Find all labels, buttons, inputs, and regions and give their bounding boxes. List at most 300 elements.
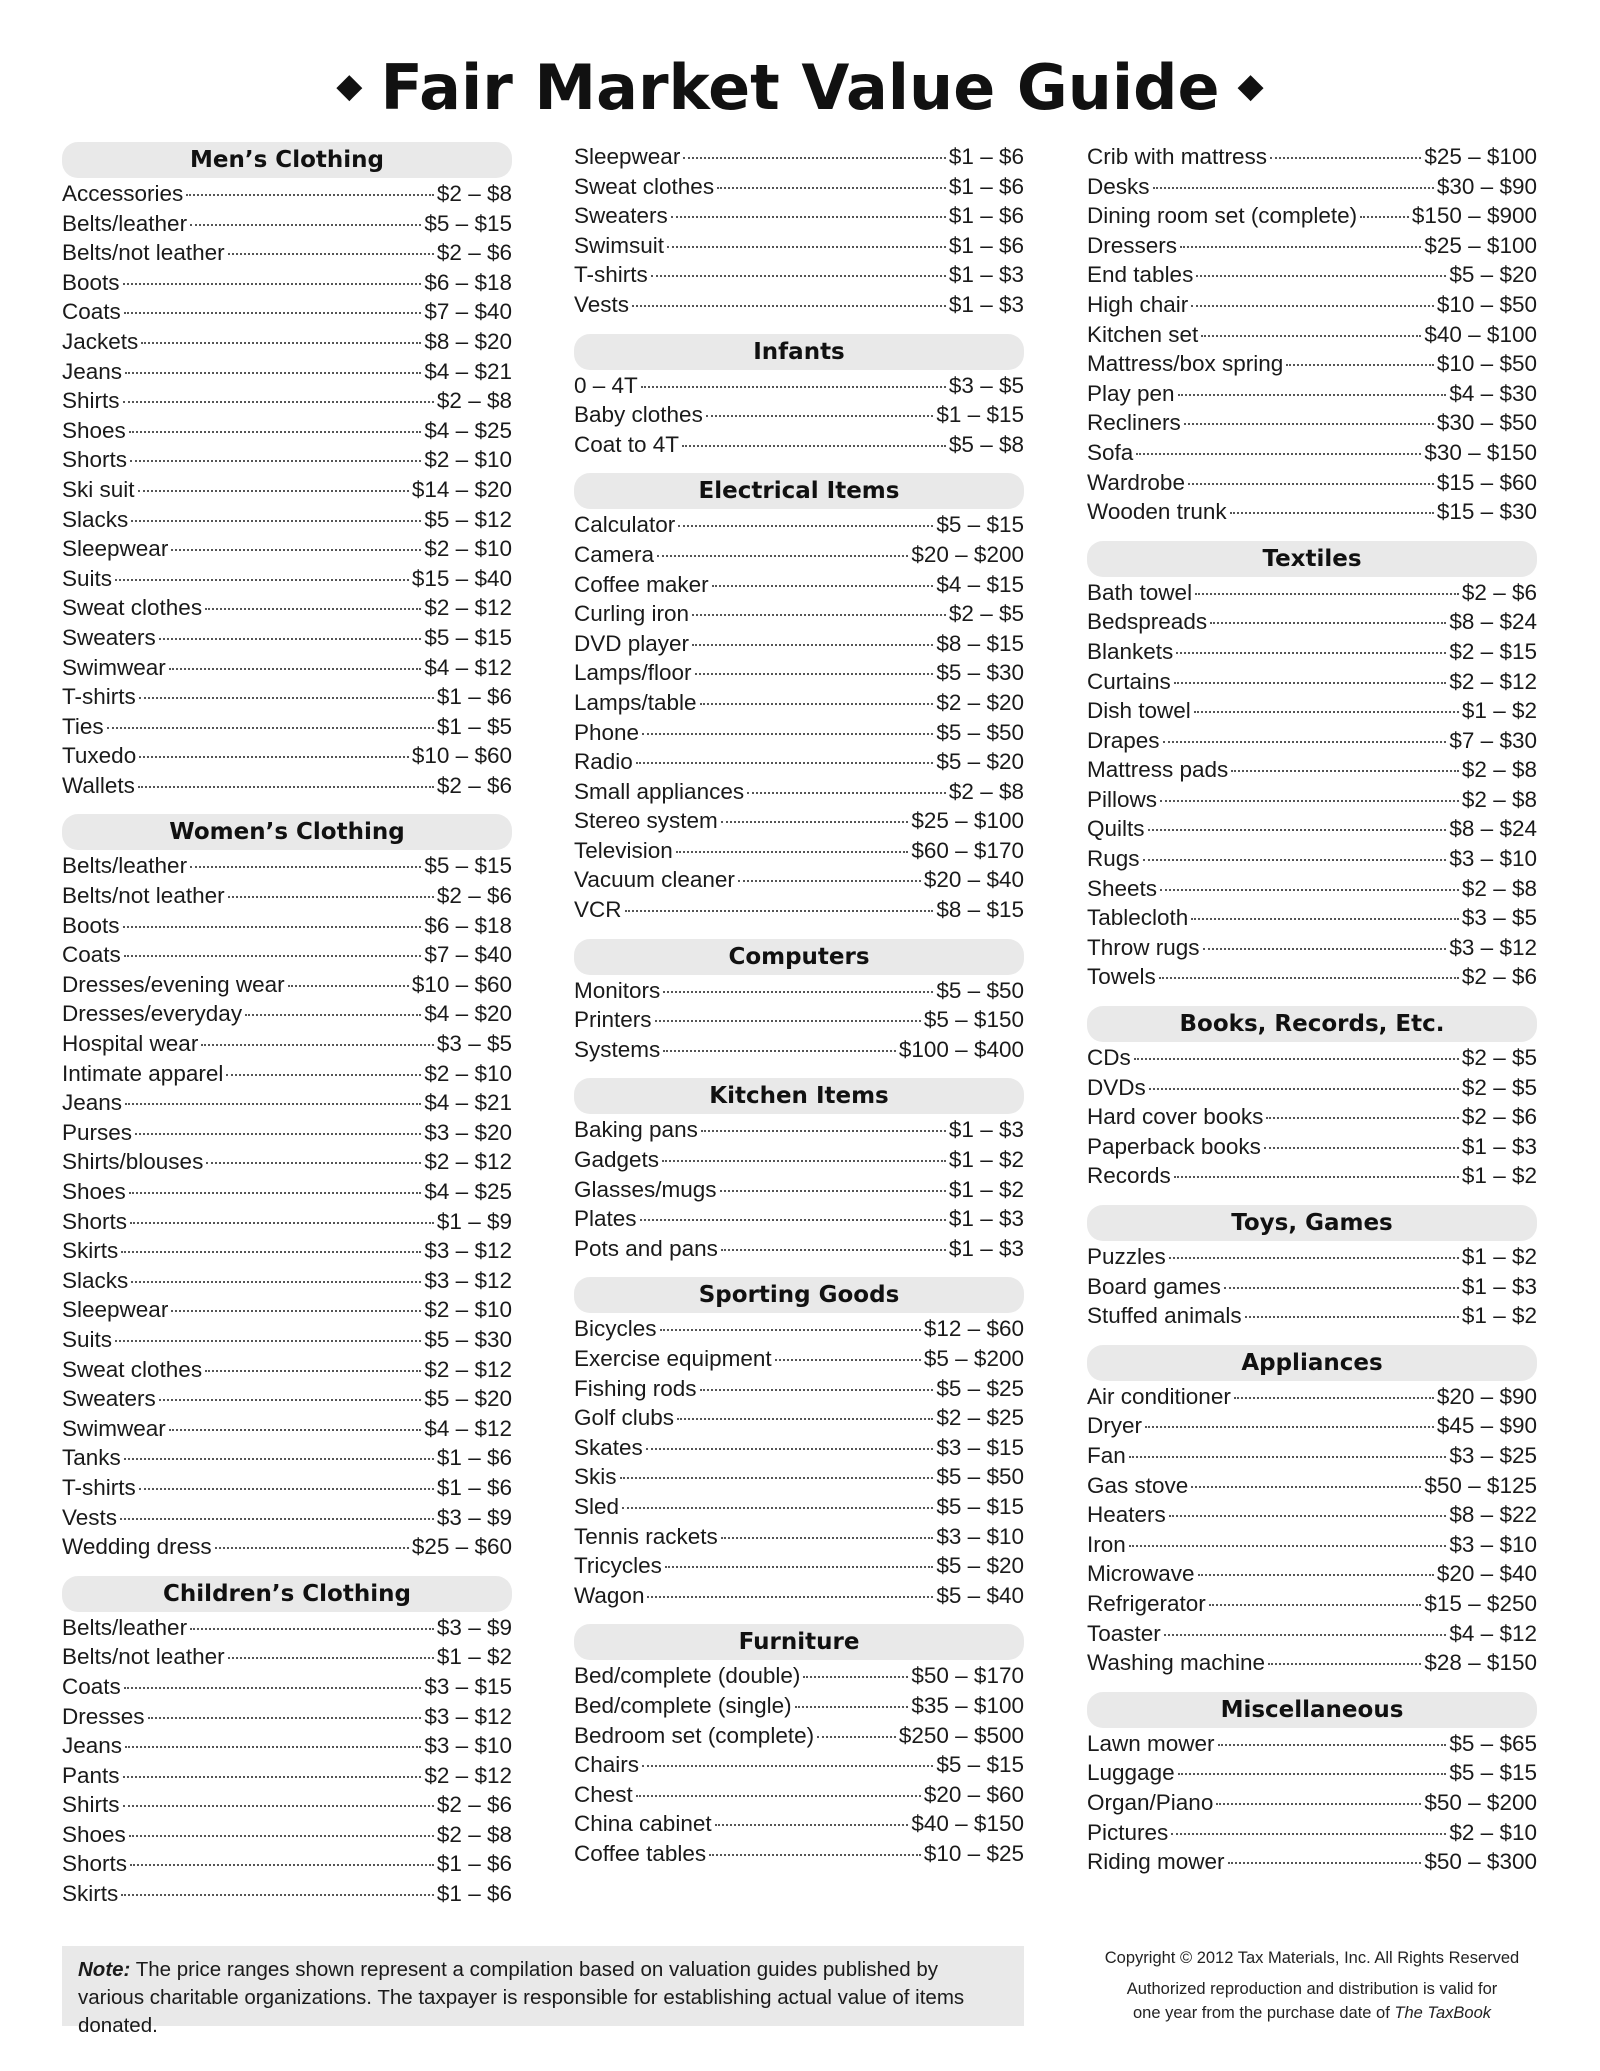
dot-leader — [107, 727, 434, 729]
item-price: $1 – $3 — [948, 262, 1024, 288]
item-name: Dryer — [1087, 1413, 1142, 1439]
item-name: Wooden trunk — [1087, 499, 1227, 525]
item-name: Fan — [1087, 1442, 1126, 1468]
dot-leader — [692, 644, 933, 646]
item-price: $1 – $2 — [436, 1644, 512, 1670]
list-item — [574, 1809, 1024, 1839]
list-item — [62, 238, 512, 268]
item-price: $2 – $6 — [436, 1792, 512, 1818]
item-price: $5 – $20 — [424, 1386, 512, 1412]
dot-leader — [1143, 859, 1447, 861]
list-item — [62, 1177, 512, 1207]
item-name: Television — [574, 837, 673, 863]
list-item — [574, 1462, 1024, 1492]
item-name: Luggage — [1087, 1760, 1175, 1786]
section-heading: Furniture — [574, 1624, 1024, 1660]
item-price: $15 – $30 — [1436, 499, 1537, 525]
list-item — [62, 297, 512, 327]
list-item — [62, 1147, 512, 1177]
item-price: $5 – $65 — [1449, 1730, 1537, 1756]
item-price: $2 – $10 — [1449, 1819, 1537, 1845]
item-price: $30 – $150 — [1424, 439, 1537, 465]
list-item — [1087, 1411, 1537, 1441]
item-name: Desks — [1087, 173, 1150, 199]
dot-leader — [130, 460, 421, 462]
dot-leader — [715, 1824, 909, 1826]
dot-leader — [138, 786, 434, 788]
item-name: Belts/not leather — [62, 883, 225, 909]
dot-leader — [721, 1537, 934, 1539]
dot-leader — [747, 792, 946, 794]
item-price: $5 – $20 — [936, 1553, 1024, 1579]
item-price: $35 – $100 — [911, 1692, 1024, 1718]
list-item — [574, 1551, 1024, 1581]
list-item — [574, 1780, 1024, 1810]
item-name: DVDs — [1087, 1074, 1146, 1100]
dot-leader — [646, 1448, 934, 1450]
dot-leader — [663, 991, 933, 993]
section-heading: Computers — [574, 939, 1024, 975]
item-name: Fishing rods — [574, 1375, 697, 1401]
item-price: $5 – $50 — [936, 1464, 1024, 1490]
item-name: Sweaters — [62, 624, 156, 650]
dot-leader — [1129, 1456, 1447, 1458]
item-price: $40 – $150 — [911, 1811, 1024, 1837]
dot-leader — [124, 1458, 434, 1460]
dot-leader — [125, 372, 421, 374]
dot-leader — [632, 305, 946, 307]
item-price: $2 – $8 — [436, 1821, 512, 1847]
item-price: $2 – $8 — [1461, 757, 1537, 783]
list-item — [62, 940, 512, 970]
item-name: Pots and pans — [574, 1235, 718, 1261]
item-name: Tanks — [62, 1445, 121, 1471]
dot-leader — [125, 1103, 421, 1105]
dot-leader — [125, 1746, 421, 1748]
item-price: $25 – $100 — [1424, 144, 1537, 169]
item-price: $3 – $10 — [424, 1733, 512, 1759]
dot-leader — [1360, 216, 1409, 218]
item-name: Puzzles — [1087, 1244, 1166, 1269]
item-name: Recliners — [1087, 410, 1181, 436]
dot-leader — [228, 253, 434, 255]
dot-leader — [190, 224, 421, 226]
list-item — [62, 1266, 512, 1296]
list-item — [574, 1005, 1024, 1035]
dot-leader — [692, 614, 946, 616]
item-name: Suits — [62, 1326, 113, 1352]
list-item — [1087, 290, 1537, 320]
dot-leader — [655, 1020, 921, 1022]
item-name: Swimsuit — [574, 232, 665, 258]
list-item — [574, 260, 1024, 290]
list-item — [1087, 1847, 1537, 1877]
dot-leader — [1159, 977, 1459, 979]
list-item — [574, 1839, 1024, 1869]
item-name: Sheets — [1087, 875, 1158, 901]
item-price: $3 – $15 — [936, 1434, 1024, 1460]
item-name: Dresses/evening wear — [62, 971, 285, 997]
item-name: Systems — [574, 1036, 661, 1062]
section — [1087, 1345, 1537, 1678]
list-item — [62, 653, 512, 683]
dot-leader — [123, 1776, 422, 1778]
item-name: Boots — [62, 269, 120, 295]
list-item — [62, 1642, 512, 1672]
list-item — [574, 1522, 1024, 1552]
item-name: Purses — [62, 1119, 133, 1145]
dot-leader — [651, 275, 946, 277]
list-item — [1087, 1818, 1537, 1848]
item-name: Paperback books — [1087, 1133, 1261, 1159]
dot-leader — [1228, 1862, 1422, 1864]
list-item — [62, 1236, 512, 1266]
item-price: $1 – $3 — [1461, 1273, 1537, 1299]
section — [574, 334, 1024, 460]
item-price: $2 – $6 — [436, 772, 512, 798]
item-name: Intimate apparel — [62, 1060, 224, 1086]
dot-leader — [700, 1389, 934, 1391]
dot-leader — [677, 1418, 933, 1420]
item-name: CDs — [1087, 1045, 1131, 1071]
item-price: $8 – $15 — [936, 630, 1024, 656]
list-item — [574, 371, 1024, 401]
item-price: $2 – $12 — [424, 1356, 512, 1382]
item-name: Refrigerator — [1087, 1590, 1206, 1616]
list-item — [574, 718, 1024, 748]
list-item — [1087, 1729, 1537, 1759]
item-price: $2 – $12 — [1449, 668, 1537, 694]
item-name: Sweat clothes — [62, 595, 203, 621]
dot-leader — [115, 579, 409, 581]
list-item — [574, 172, 1024, 202]
section — [62, 142, 512, 800]
dot-leader — [803, 1676, 908, 1678]
item-price: $8 – $24 — [1449, 816, 1537, 842]
item-name: Sweat clothes — [62, 1356, 203, 1382]
dot-leader — [678, 525, 933, 527]
list-item — [1087, 726, 1537, 756]
item-name: Vests — [62, 1504, 118, 1530]
item-name: Monitors — [574, 977, 661, 1003]
item-price: $50 – $300 — [1424, 1849, 1537, 1875]
item-name: Coats — [62, 942, 121, 968]
dot-leader — [795, 1706, 909, 1708]
item-name: Iron — [1087, 1531, 1126, 1557]
item-name: Coats — [62, 299, 121, 325]
item-name: Plates — [574, 1206, 637, 1232]
item-price: $20 – $40 — [1436, 1561, 1537, 1587]
list-item — [62, 475, 512, 505]
list-item — [574, 570, 1024, 600]
section-heading: Electrical Items — [574, 473, 1024, 509]
item-price: $2 – $10 — [424, 536, 512, 562]
list-item — [62, 593, 512, 623]
item-price: $20 – $200 — [911, 541, 1024, 567]
item-price: $25 – $100 — [911, 808, 1024, 834]
list-item — [574, 599, 1024, 629]
list-item — [62, 1879, 512, 1909]
list-item — [1087, 696, 1537, 726]
dot-leader — [709, 1854, 921, 1856]
item-price: $2 – $6 — [1461, 1104, 1537, 1130]
item-price: $30 – $90 — [1436, 173, 1537, 199]
item-name: Jeans — [62, 1733, 123, 1759]
list-item — [1087, 1589, 1537, 1619]
item-name: Wedding dress — [62, 1534, 212, 1560]
dot-leader — [671, 216, 946, 218]
list-item — [62, 851, 512, 881]
list-item — [574, 1581, 1024, 1611]
dot-leader — [1160, 889, 1459, 891]
list-item — [62, 1207, 512, 1237]
item-price: $2 – $5 — [1461, 1074, 1537, 1100]
item-name: Tablecloth — [1087, 905, 1189, 931]
dot-leader — [206, 1162, 421, 1164]
list-item — [574, 1035, 1024, 1065]
item-price: $45 – $90 — [1436, 1413, 1537, 1439]
item-name: China cabinet — [574, 1811, 712, 1837]
item-price: $10 – $25 — [923, 1840, 1024, 1866]
list-item — [574, 1314, 1024, 1344]
item-name: Shoes — [62, 1179, 126, 1204]
dot-leader — [1176, 652, 1446, 654]
item-price: $15 – $40 — [411, 565, 512, 591]
item-name: Coat to 4T — [574, 431, 680, 457]
dot-leader — [190, 866, 421, 868]
book-title: The TaxBook — [1394, 2004, 1492, 2022]
list-item — [62, 1613, 512, 1643]
dot-leader — [1174, 1176, 1459, 1178]
dot-leader — [131, 1281, 421, 1283]
item-price: $10 – $50 — [1436, 291, 1537, 317]
list-item — [574, 1204, 1024, 1234]
list-item — [574, 806, 1024, 836]
dot-leader — [245, 1014, 421, 1016]
dot-leader — [663, 1050, 896, 1052]
item-name: Ski suit — [62, 476, 135, 502]
copyright-block — [1087, 1946, 1537, 2025]
item-price: $10 – $60 — [411, 971, 512, 997]
section-heading: Textiles — [1087, 541, 1537, 577]
section — [1087, 1205, 1537, 1331]
dot-leader — [1148, 829, 1447, 831]
item-price: $5 – $15 — [936, 512, 1024, 538]
dot-leader — [131, 520, 421, 522]
item-price: $3 – $12 — [424, 1238, 512, 1264]
list-item — [62, 1059, 512, 1089]
list-item — [1087, 408, 1537, 438]
item-name: Wallets — [62, 772, 135, 798]
item-name: Sleepwear — [574, 144, 681, 169]
dot-leader — [124, 955, 422, 957]
page-title-text: Fair Market Value Guide — [380, 51, 1220, 124]
list-item — [62, 771, 512, 801]
list-item — [574, 836, 1024, 866]
item-price: $5 – $50 — [936, 719, 1024, 745]
list-item — [62, 1820, 512, 1850]
dot-leader — [288, 985, 409, 987]
dot-leader — [1245, 1316, 1459, 1318]
list-item — [574, 777, 1024, 807]
item-name: Wardrobe — [1087, 469, 1185, 495]
list-item — [1087, 962, 1537, 992]
item-price: $5 – $12 — [424, 506, 512, 532]
item-name: Pants — [62, 1762, 120, 1788]
item-price: $50 – $170 — [911, 1663, 1024, 1689]
item-name: Riding mower — [1087, 1849, 1225, 1875]
list-item — [62, 1503, 512, 1533]
dot-leader — [1230, 512, 1434, 514]
section — [1087, 541, 1537, 992]
item-price: $25 – $60 — [411, 1534, 512, 1560]
item-name: High chair — [1087, 291, 1189, 317]
list-item — [1087, 1132, 1537, 1162]
item-price: $4 – $25 — [424, 1179, 512, 1204]
list-item — [1087, 755, 1537, 785]
item-price: $14 – $20 — [411, 476, 512, 502]
item-price: $4 – $15 — [936, 571, 1024, 597]
list-item — [62, 712, 512, 742]
list-item — [574, 231, 1024, 261]
list-item — [1087, 231, 1537, 261]
item-name: Boots — [62, 912, 120, 938]
list-item — [62, 1029, 512, 1059]
item-price: $7 – $30 — [1449, 727, 1537, 753]
list-item — [574, 1721, 1024, 1751]
list-item — [1087, 903, 1537, 933]
item-name: Dining room set (complete) — [1087, 203, 1358, 229]
dot-leader — [620, 1477, 934, 1479]
list-item — [574, 400, 1024, 430]
item-name: Skirts — [62, 1238, 119, 1264]
dot-leader — [1149, 1088, 1459, 1090]
dot-leader — [169, 668, 422, 670]
list-item — [62, 1532, 512, 1562]
list-item — [62, 209, 512, 239]
dot-leader — [159, 638, 422, 640]
item-price: $2 – $8 — [1461, 875, 1537, 901]
list-item — [1087, 933, 1537, 963]
list-item — [62, 1325, 512, 1355]
list-item — [574, 1374, 1024, 1404]
item-name: Tennis rackets — [574, 1523, 718, 1549]
list-item — [574, 142, 1024, 172]
item-price: $5 – $30 — [936, 660, 1024, 686]
list-item — [1087, 637, 1537, 667]
item-price: $1 – $6 — [948, 173, 1024, 199]
list-item — [574, 1403, 1024, 1433]
item-price: $1 – $2 — [1461, 1163, 1537, 1189]
list-item — [1087, 1648, 1537, 1678]
item-price: $1 – $2 — [1461, 1244, 1537, 1269]
item-price: $3 – $25 — [1449, 1442, 1537, 1468]
list-item — [62, 1384, 512, 1414]
item-price: $20 – $90 — [1436, 1383, 1537, 1409]
item-name: Shoes — [62, 1821, 126, 1847]
item-name: Lamps/floor — [574, 660, 692, 686]
dot-leader — [148, 1717, 422, 1719]
item-name: Bedspreads — [1087, 609, 1208, 635]
dot-leader — [123, 926, 422, 928]
dot-leader — [190, 1628, 434, 1630]
item-price: $50 – $200 — [1424, 1789, 1537, 1815]
item-price: $2 – $12 — [424, 1762, 512, 1788]
item-price: $5 – $25 — [936, 1375, 1024, 1401]
item-price: $4 – $21 — [424, 1090, 512, 1116]
item-name: Sweat clothes — [574, 173, 715, 199]
item-name: Organ/Piano — [1087, 1789, 1214, 1815]
item-price: $5 – $20 — [936, 749, 1024, 775]
item-name: Printers — [574, 1007, 652, 1033]
item-price: $1 – $3 — [948, 1235, 1024, 1261]
list-item — [1087, 1161, 1537, 1191]
item-name: Curling iron — [574, 601, 690, 627]
dot-leader — [171, 1310, 421, 1312]
list-item — [62, 1443, 512, 1473]
dot-leader — [139, 756, 409, 758]
dot-leader — [1191, 918, 1459, 920]
list-item — [62, 911, 512, 941]
item-price: $20 – $40 — [923, 867, 1024, 893]
item-name: Bath towel — [1087, 579, 1193, 605]
item-name: Dresses/everyday — [62, 1001, 243, 1027]
dot-leader — [701, 1130, 946, 1132]
diamond-icon: ◆ — [1237, 65, 1264, 106]
dot-leader — [124, 1687, 422, 1689]
dot-leader — [622, 1507, 933, 1509]
item-price: $8 – $24 — [1449, 609, 1537, 635]
item-price: $3 – $20 — [424, 1119, 512, 1145]
item-name: Shirts/blouses — [62, 1149, 204, 1175]
item-name: Baby clothes — [574, 402, 703, 428]
list-item — [1087, 785, 1537, 815]
list-item — [574, 1750, 1024, 1780]
list-item — [62, 623, 512, 653]
list-item — [1087, 201, 1537, 231]
item-price: $4 – $20 — [424, 1001, 512, 1027]
list-item — [1087, 260, 1537, 290]
item-price: $2 – $10 — [424, 1297, 512, 1323]
dot-leader — [706, 415, 934, 417]
dot-leader — [124, 312, 422, 314]
list-item — [1087, 1441, 1537, 1471]
list-item — [1087, 142, 1537, 172]
item-price: $3 – $15 — [424, 1673, 512, 1699]
list-item — [62, 1295, 512, 1325]
item-price: $6 – $18 — [424, 912, 512, 938]
page-title — [0, 48, 1600, 132]
dot-leader — [121, 1251, 421, 1253]
item-price: $100 – $400 — [898, 1036, 1024, 1062]
dot-leader — [647, 1596, 933, 1598]
list-item — [574, 1691, 1024, 1721]
list-item — [1087, 1301, 1537, 1331]
item-name: Lamps/table — [574, 689, 697, 715]
item-price: $30 – $50 — [1436, 410, 1537, 436]
list-item — [62, 268, 512, 298]
list-item — [1087, 607, 1537, 637]
list-item — [1087, 438, 1537, 468]
item-price: $5 – $8 — [948, 431, 1024, 457]
item-name: Coffee maker — [574, 571, 709, 597]
authorization-line: Authorized reproduction and distribution is valid for — [1126, 1980, 1498, 1998]
list-item — [1087, 1758, 1537, 1788]
list-item — [62, 1731, 512, 1761]
item-price: $1 – $3 — [948, 1206, 1024, 1232]
section — [62, 814, 512, 1561]
item-name: Play pen — [1087, 380, 1175, 406]
